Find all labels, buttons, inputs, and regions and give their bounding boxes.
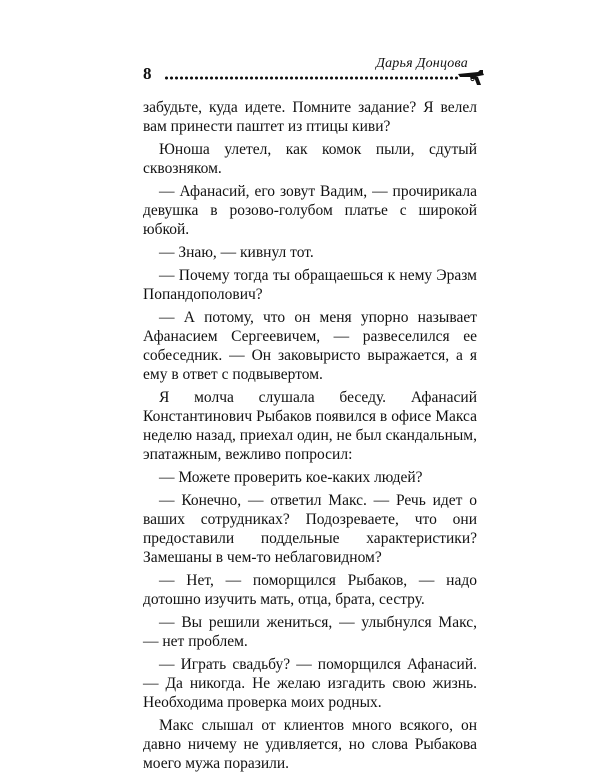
revolver-icon [456, 67, 486, 87]
text-body [143, 98, 477, 777]
paragraph: забудьте, куда идете. Помните задание? Я велел вам принести паштет из птицы киви? [143, 99, 477, 135]
running-head-author: Дарья Донцова [376, 56, 468, 71]
paragraph: Макс слышал от клиентов много всякого, он давно ничему не удивляется, но слова Рыбакова моего мужа поразили. [143, 717, 477, 772]
paragraph: — Играть свадьбу? — поморщился Афанасий. — Да никогда. Не желаю изгадить свою жизнь. Необходима проверка моих родных. [143, 656, 477, 711]
page-number: 8 [143, 64, 152, 83]
paragraph: — А потому, что он меня упорно называет Афанасием Сергеевичем, — развеселился ее собеседник. — Он заковыристо выражается, а я ему в ответ с подвывертом. [143, 309, 477, 383]
paragraph: — Конечно, — ответил Макс. — Речь идет о ваших сотрудниках? Подозреваете, что они предоставили поддельные характеристики? Замешаны в чем-то неблаговидном? [143, 492, 477, 566]
paragraph: — Вы решили жениться, — улыбнулся Макс, — нет проблем. [143, 614, 477, 650]
dot-leader [164, 76, 460, 80]
paragraph: Я молча слушала беседу. Афанасий Константинович Рыбаков появился в офисе Макса неделю назад, приехал один, не был скандальным, эпатажным, вежливо попросил: [143, 389, 477, 463]
paragraph: — Почему тогда ты обращаешься к нему Эразм Попандополович? [143, 267, 477, 303]
paragraph: — Афанасий, его зовут Вадим, — прочирикала девушка в розово-голубом платье с широкой юбкой. [143, 183, 477, 238]
paragraph: — Знаю, — кивнул тот. [159, 244, 314, 261]
paragraph: — Нет, — поморщился Рыбаков, — надо дотошно изучить мать, отца, брата, сестру. [143, 572, 477, 608]
paragraph: — Можете проверить кое-каких людей? [159, 469, 423, 486]
paragraph: Юноша улетел, как комок пыли, сдутый сквозняком. [143, 141, 477, 177]
